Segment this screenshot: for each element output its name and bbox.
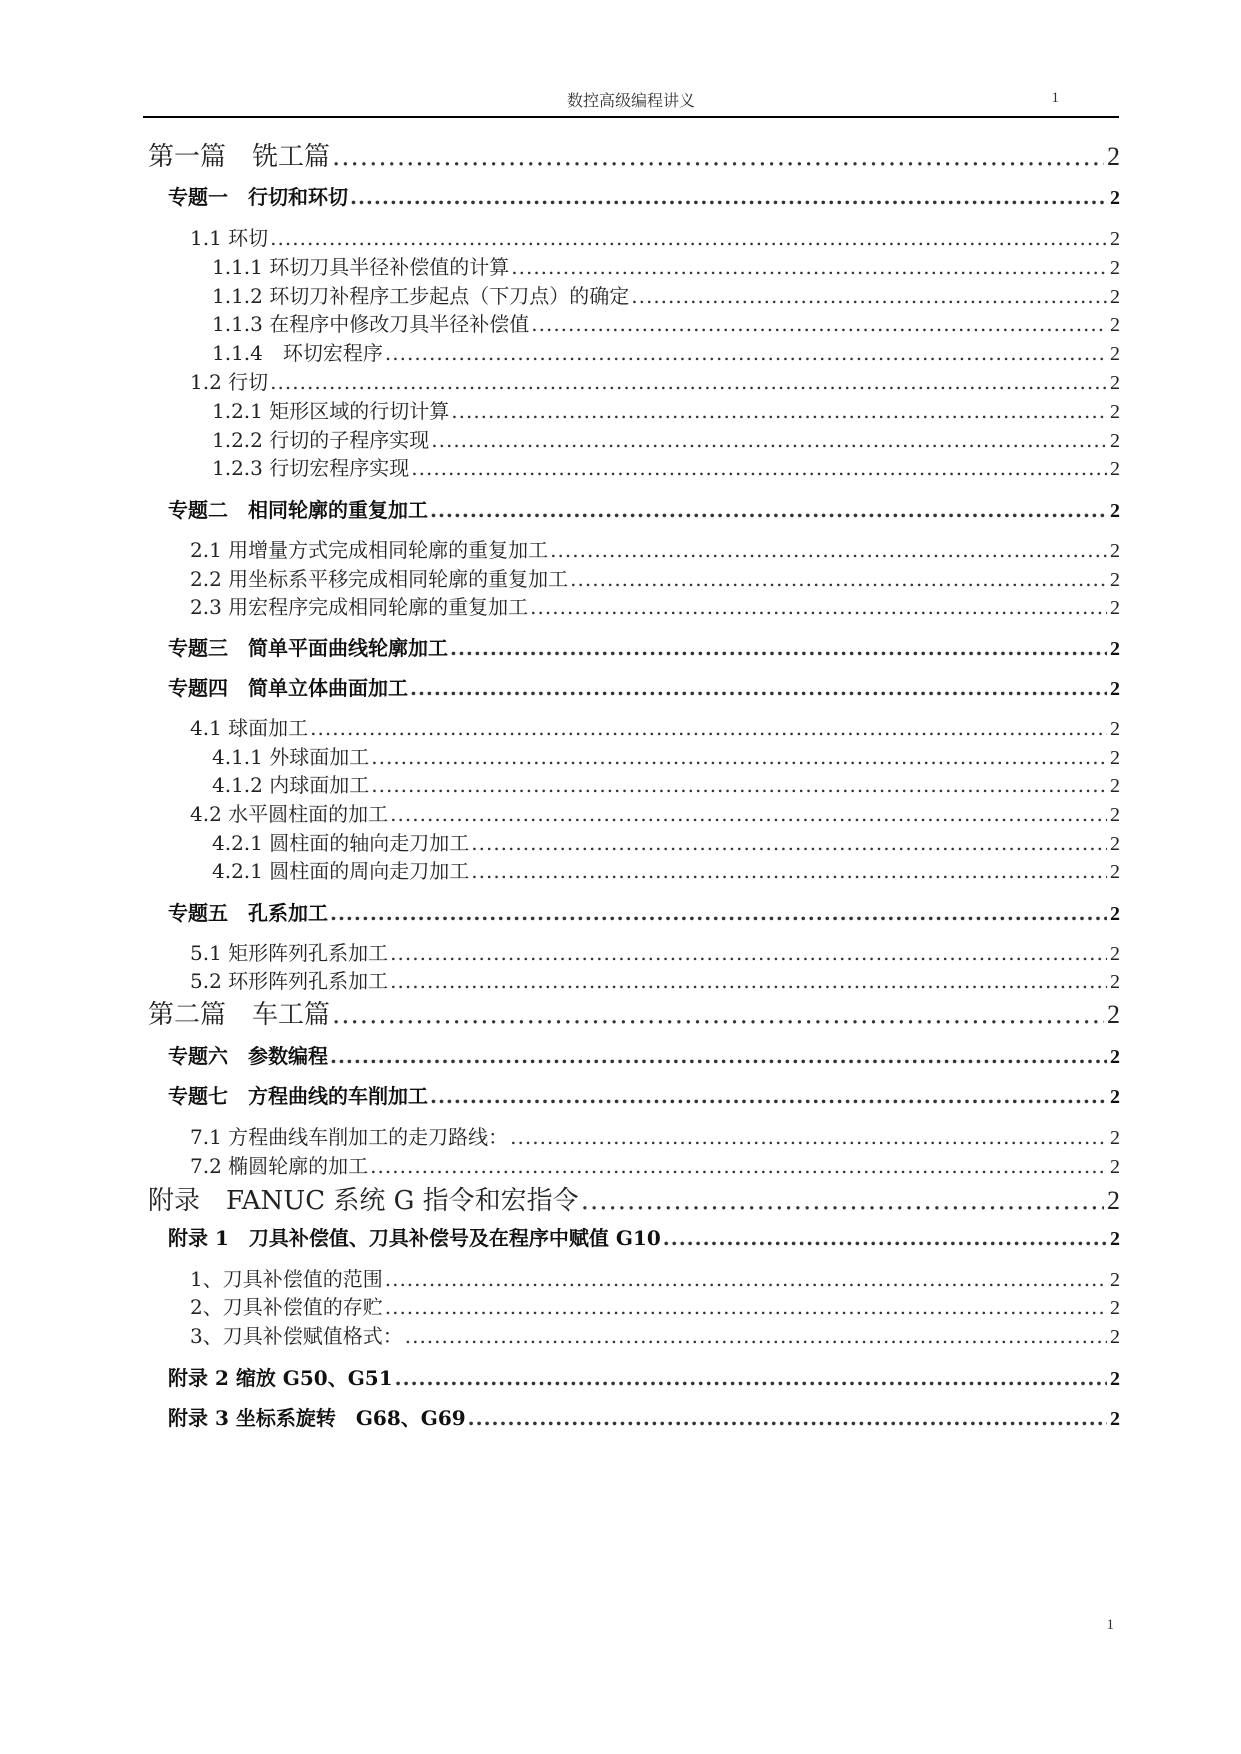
toc-entry-page-number: 2	[1110, 228, 1120, 250]
dot-leader	[530, 595, 1107, 619]
toc-entry[interactable]	[148, 366, 1120, 395]
toc-entry-title: 4.1.2 内球面加工	[212, 773, 370, 797]
toc-entry-title: 5.1 矩形阵列孔系加工	[190, 941, 389, 965]
dot-leader	[395, 1366, 1107, 1390]
toc-entry-page-number: 2	[1110, 943, 1120, 965]
dot-leader	[411, 456, 1107, 480]
dot-leader	[430, 498, 1107, 522]
dot-leader	[570, 567, 1107, 591]
toc-entry-title: 第二篇 车工篇	[148, 1000, 331, 1030]
toc-entry[interactable]	[148, 591, 1120, 620]
toc-entry[interactable]	[148, 1320, 1120, 1349]
toc-entry[interactable]	[148, 994, 1120, 1031]
dot-leader	[390, 969, 1107, 993]
dot-leader	[471, 859, 1107, 883]
dot-leader	[270, 226, 1107, 250]
toc-entry-page-number: 2	[1110, 747, 1120, 769]
toc-entry-title: 2、刀具补偿值的存贮	[190, 1295, 383, 1319]
toc-entry-title: 7.1 方程曲线车削加工的走刀路线：	[190, 1125, 509, 1149]
toc-entry-title: 附录 FANUC 系统 G 指令和宏指令	[148, 1186, 579, 1216]
toc-entry-title: 1.2.1 矩形区域的行切计算	[212, 399, 450, 423]
dot-leader	[310, 716, 1107, 740]
toc-entry-title: 附录 3 坐标系旋转 G68、G69	[168, 1406, 466, 1430]
toc-entry-title: 2.1 用增量方式完成相同轮廓的重复加工	[190, 538, 549, 562]
dot-leader	[332, 1000, 1104, 1030]
toc-entry[interactable]	[148, 1222, 1120, 1251]
dot-leader	[332, 142, 1104, 172]
toc-entry-title: 4.2.1 圆柱面的周向走刀加工	[212, 859, 470, 883]
toc-entry[interactable]	[148, 1080, 1120, 1109]
toc-entry-title: 2.3 用宏程序完成相同轮廓的重复加工	[190, 595, 529, 619]
dot-leader	[350, 185, 1107, 209]
dot-leader	[405, 1324, 1107, 1348]
toc-entry[interactable]	[148, 395, 1120, 424]
toc-entry-title: 1.2.2 行切的子程序实现	[212, 428, 430, 452]
dot-leader	[631, 284, 1107, 308]
toc-entry-title: 专题三 简单平面曲线轮廓加工	[168, 636, 448, 660]
toc-entry[interactable]	[148, 1362, 1120, 1391]
dot-leader	[385, 341, 1107, 365]
dot-leader	[430, 1084, 1107, 1108]
footer-page-number: 1	[1106, 1617, 1114, 1633]
toc-entry[interactable]	[148, 712, 1120, 741]
toc-entry[interactable]	[148, 1121, 1120, 1150]
toc-entry[interactable]	[148, 563, 1120, 592]
toc-entry-title: 1.2 行切	[190, 370, 269, 394]
toc-entry-page-number: 2	[1110, 500, 1120, 522]
header-title: 数控高级编程讲义	[566, 91, 695, 110]
toc-entry[interactable]	[148, 424, 1120, 453]
toc-entry-page-number: 2	[1110, 1408, 1120, 1430]
toc-entry-page-number: 2	[1110, 597, 1120, 619]
toc-entry-page-number: 2	[1110, 1046, 1120, 1068]
toc-entry-page-number: 2	[1110, 257, 1120, 279]
toc-entry-page-number: 2	[1110, 540, 1120, 562]
dot-leader	[531, 312, 1107, 336]
toc-entry[interactable]	[148, 280, 1120, 309]
toc-entry-page-number: 2	[1110, 187, 1120, 209]
dot-leader	[385, 1295, 1107, 1319]
toc-entry[interactable]	[148, 827, 1120, 856]
dot-leader	[431, 428, 1107, 452]
dot-leader	[371, 773, 1107, 797]
toc-entry[interactable]	[148, 251, 1120, 280]
toc-entry-title: 专题五 孔系加工	[168, 901, 328, 925]
toc-entry-title: 1.1.1 环切刀具半径补偿值的计算	[212, 255, 510, 279]
toc-entry-page-number: 2	[1110, 861, 1120, 883]
toc-entry-page-number: 2	[1110, 638, 1120, 660]
toc-entry[interactable]	[148, 136, 1120, 173]
dot-leader	[468, 1406, 1107, 1430]
toc-entry-page-number: 2	[1110, 903, 1120, 925]
toc-entry-title: 4.2 水平圆柱面的加工	[190, 802, 389, 826]
toc-entry[interactable]	[148, 937, 1120, 966]
toc-entry[interactable]	[148, 452, 1120, 481]
dot-leader	[330, 901, 1107, 925]
toc-entry-title: 附录 2 缩放 G50、G51	[168, 1366, 393, 1390]
toc-entry-page-number: 2	[1110, 569, 1120, 591]
toc-entry-title: 4.1.1 外球面加工	[212, 745, 370, 769]
toc-entry[interactable]	[148, 855, 1120, 884]
toc-entry-page-number: 2	[1110, 286, 1120, 308]
dot-leader	[451, 399, 1107, 423]
toc-entry[interactable]	[148, 1180, 1120, 1217]
toc-entry-page-number: 2	[1107, 1186, 1120, 1215]
toc-entry[interactable]	[148, 534, 1120, 563]
toc-entry[interactable]	[148, 1150, 1120, 1179]
dot-leader	[270, 370, 1107, 394]
toc-entry-title: 4.2.1 圆柱面的轴向走刀加工	[212, 831, 470, 855]
toc-entry[interactable]	[148, 965, 1120, 994]
toc-entry-title: 专题四 简单立体曲面加工	[168, 676, 408, 700]
dot-leader	[511, 255, 1107, 279]
dot-leader	[390, 941, 1107, 965]
toc-entry[interactable]	[148, 1263, 1120, 1292]
running-header	[143, 86, 1119, 118]
dot-leader	[390, 802, 1107, 826]
toc-entry-title: 7.2 椭圆轮廓的加工	[190, 1154, 369, 1178]
toc-entry-title: 专题六 参数编程	[168, 1044, 328, 1068]
toc-entry-page-number: 2	[1110, 314, 1120, 336]
dot-leader	[410, 676, 1107, 700]
toc-entry-page-number: 2	[1110, 718, 1120, 740]
toc-entry-page-number: 2	[1110, 1368, 1120, 1390]
dot-leader	[330, 1044, 1107, 1068]
toc-entry-title: 5.2 环形阵列孔系加工	[190, 969, 389, 993]
toc-entry-page-number: 2	[1110, 678, 1120, 700]
toc-entry-title: 1.2.3 行切宏程序实现	[212, 456, 410, 480]
toc-entry-page-number: 2	[1107, 142, 1120, 171]
toc-entry[interactable]	[148, 1291, 1120, 1320]
toc-entry-page-number: 2	[1110, 1127, 1120, 1149]
toc-entry[interactable]	[148, 1040, 1120, 1069]
toc-entry-page-number: 2	[1110, 1297, 1120, 1319]
toc-entry-page-number: 2	[1110, 372, 1120, 394]
toc-entry[interactable]	[148, 222, 1120, 251]
toc-entry-title: 专题一 行切和环切	[168, 185, 348, 209]
toc-entry-title: 专题七 方程曲线的车削加工	[168, 1084, 428, 1108]
dot-leader	[663, 1226, 1107, 1250]
header-page-number: 1	[1051, 90, 1059, 106]
toc-entry[interactable]	[148, 337, 1120, 366]
toc-entry-title: 第一篇 铣工篇	[148, 142, 331, 172]
toc-entry-page-number: 2	[1107, 1000, 1120, 1029]
toc-entry[interactable]	[148, 897, 1120, 926]
toc-entry[interactable]	[148, 769, 1120, 798]
toc-entry-page-number: 2	[1110, 458, 1120, 480]
toc-entry-page-number: 2	[1110, 343, 1120, 365]
toc-entry-page-number: 2	[1110, 401, 1120, 423]
dot-leader	[581, 1186, 1104, 1216]
dot-leader	[371, 745, 1107, 769]
toc-entry[interactable]	[148, 308, 1120, 337]
toc-entry-title: 1.1.2 环切刀补程序工步起点（下刀点）的确定	[212, 284, 630, 308]
dot-leader	[471, 831, 1107, 855]
toc-entry-page-number: 2	[1110, 804, 1120, 826]
toc-entry-title: 4.1 球面加工	[190, 716, 309, 740]
dot-leader	[370, 1154, 1107, 1178]
toc-entry-page-number: 2	[1110, 971, 1120, 993]
toc-entry[interactable]	[148, 632, 1120, 661]
dot-leader	[550, 538, 1107, 562]
dot-leader	[450, 636, 1107, 660]
toc-entry-page-number: 2	[1110, 1228, 1120, 1250]
toc-entry[interactable]	[148, 672, 1120, 701]
toc-entry-page-number: 2	[1110, 1086, 1120, 1108]
toc-entry-title: 2.2 用坐标系平移完成相同轮廓的重复加工	[190, 567, 569, 591]
toc-entry-title: 专题二 相同轮廓的重复加工	[168, 498, 428, 522]
toc-entry-title: 附录 1 刀具补偿值、刀具补偿号及在程序中赋值 G10	[168, 1226, 661, 1250]
toc-entry-title: 3、刀具补偿赋值格式：	[190, 1324, 403, 1348]
toc-entry-page-number: 2	[1110, 1269, 1120, 1291]
toc-entry[interactable]	[148, 741, 1120, 770]
dot-leader	[510, 1125, 1107, 1149]
toc-entry[interactable]	[148, 1402, 1120, 1431]
toc-entry-title: 1.1.3 在程序中修改刀具半径补偿值	[212, 312, 530, 336]
toc-entry-title: 1.1 环切	[190, 226, 269, 250]
dot-leader	[385, 1267, 1107, 1291]
toc-entry[interactable]	[148, 798, 1120, 827]
toc-entry-title: 1、刀具补偿值的范围	[190, 1267, 383, 1291]
toc-entry-page-number: 2	[1110, 775, 1120, 797]
toc-entry-page-number: 2	[1110, 833, 1120, 855]
toc-entry-page-number: 2	[1110, 430, 1120, 452]
toc-entry-title: 1.1.4 环切宏程序	[212, 341, 383, 365]
toc-entry[interactable]	[148, 494, 1120, 523]
toc-entry-page-number: 2	[1110, 1326, 1120, 1348]
toc-entry[interactable]	[148, 181, 1120, 210]
toc-entry-page-number: 2	[1110, 1156, 1120, 1178]
